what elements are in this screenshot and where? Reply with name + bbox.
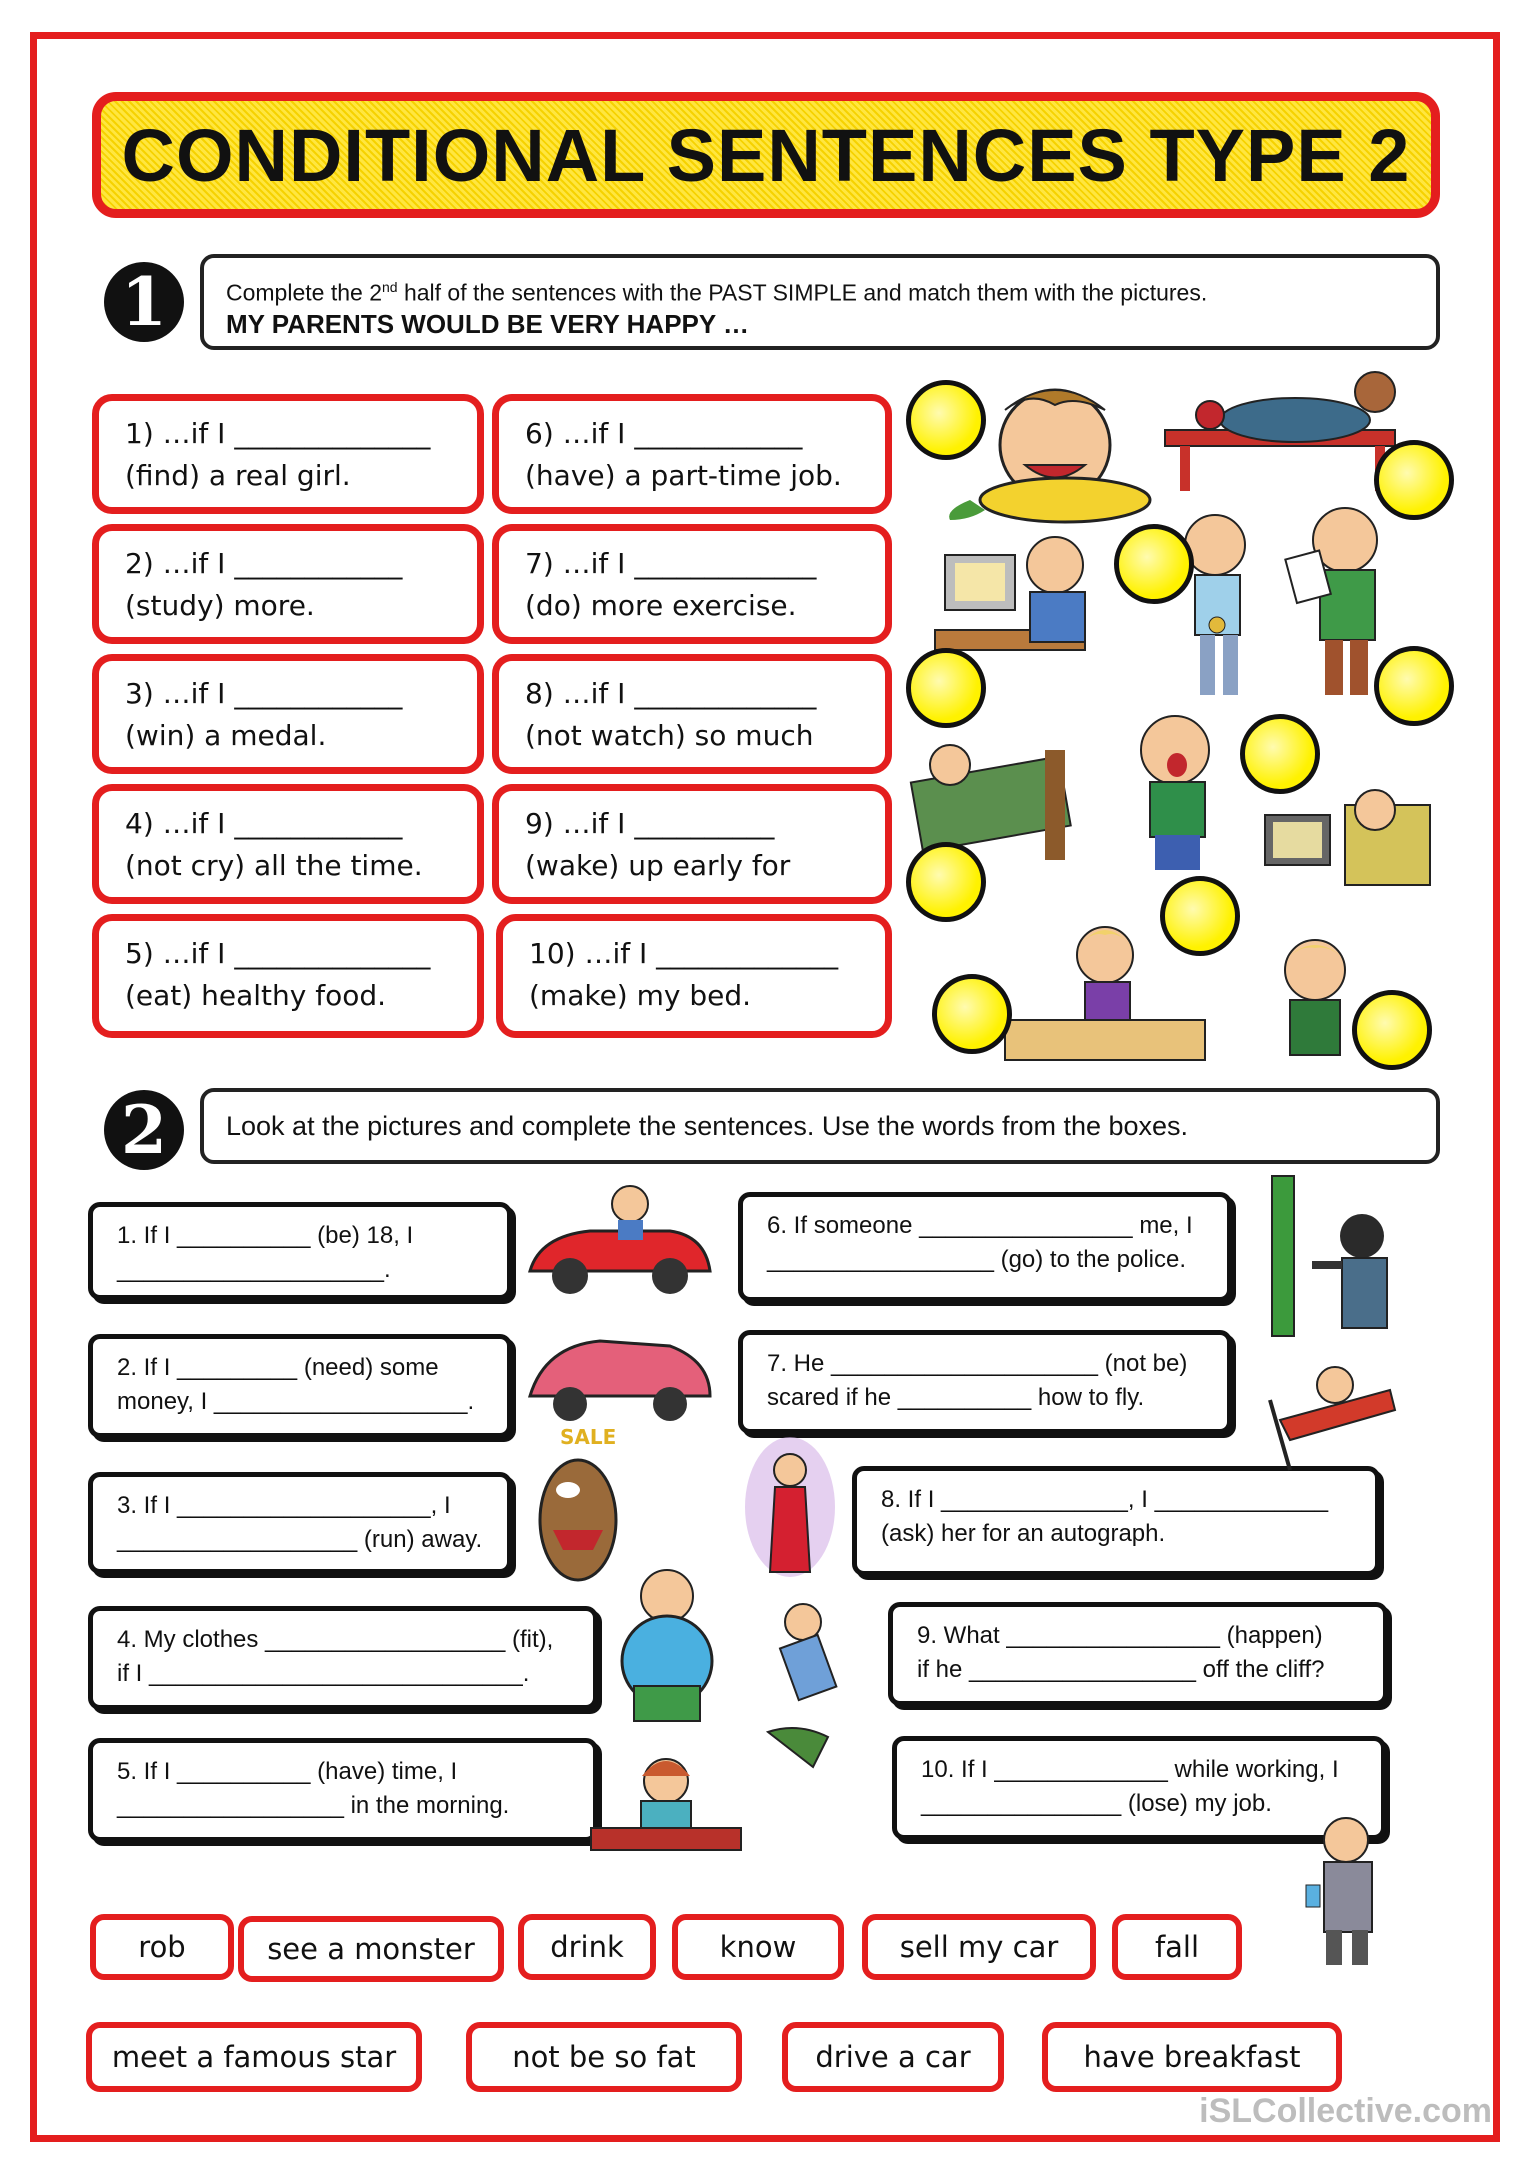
man-lying-on-bench-illustration xyxy=(1165,372,1395,491)
teen-shouting-illustration xyxy=(1285,508,1377,695)
watermark: iSLCollective.com xyxy=(1199,2092,1492,2130)
answer-circle-3[interactable] xyxy=(1114,524,1194,604)
ex2-item-2: 2. If I _________ (need) some money, I ___________________. xyxy=(88,1334,512,1438)
word-box-see-a-monster: see a monster xyxy=(238,1916,504,1982)
man-watching-tv-illustration xyxy=(1265,790,1430,885)
ex1-item-6: 6) …if I ____________ (have) a part-time job. xyxy=(492,394,892,514)
answer-circle-4[interactable] xyxy=(906,648,986,728)
old-pink-car-for-sale-illustration xyxy=(520,1316,720,1456)
exercise-2-instruction: Look at the pictures and complete the sentences. Use the words from the boxes. xyxy=(226,1110,1189,1141)
ex2-item-7: 7. He ____________________ (not be) scared if he __________ how to fly. xyxy=(738,1330,1232,1434)
ex2-item-5: 5. If I __________ (have) time, I _________________ in the morning. xyxy=(88,1738,598,1842)
man-drinking-illustration xyxy=(1286,1800,1406,1970)
word-box-drive-a-car: drive a car xyxy=(782,2022,1004,2092)
ex2-item-8: 8. If I ______________, I _____________ (ask) her for an autograph. xyxy=(852,1466,1380,1576)
word-box-fall: fall xyxy=(1112,1914,1242,1980)
woman-having-breakfast-illustration xyxy=(586,1746,746,1856)
ex1-item-8: 8) …if I _____________ (not watch) so much xyxy=(492,654,892,774)
ex1-item-9: 9) …if I __________ (wake) up early for xyxy=(492,784,892,904)
man-in-plane-illustration xyxy=(1260,1340,1410,1480)
word-box-have-breakfast: have breakfast xyxy=(1042,2022,1342,2092)
answer-circle-5[interactable] xyxy=(1374,646,1454,726)
answer-circle-2[interactable] xyxy=(1374,440,1454,520)
ex1-item-7: 7) …if I _____________ (do) more exercise. xyxy=(492,524,892,644)
boy-with-medal-illustration xyxy=(1185,515,1245,695)
word-box-not-be-so-fat: not be so fat xyxy=(466,2022,742,2092)
word-box-drink: drink xyxy=(518,1914,656,1980)
ex1-item-5: 5) …if I ______________ (eat) healthy food. xyxy=(92,914,484,1038)
sale-sign: SALE xyxy=(560,1425,617,1449)
man-at-computer-illustration xyxy=(935,537,1085,650)
answer-circle-1[interactable] xyxy=(906,380,986,460)
boy-driving-red-car-illustration xyxy=(520,1176,720,1316)
ex2-item-4: 4. My clothes __________________ (fit), if I ____________________________. xyxy=(88,1606,598,1710)
word-box-meet-a-famous-star: meet a famous star xyxy=(86,2022,422,2092)
ex2-item-10: 10. If I _____________ while working, I _______________ (lose) my job. xyxy=(892,1736,1386,1840)
exercise-1-instruction: Complete the 2nd half of the sentences with the PAST SIMPLE and match them with the pictures. xyxy=(226,279,1208,306)
ex2-item-9: 9. What ________________ (happen) if he _________________ off the cliff? xyxy=(888,1602,1388,1706)
robber-with-gun-illustration xyxy=(1262,1166,1412,1346)
ex1-item-10: 10) …if I _____________ (make) my bed. xyxy=(496,914,892,1038)
exercise-1-prompt: MY PARENTS WOULD BE VERY HAPPY … xyxy=(226,308,749,339)
ex1-item-4: 4) …if I ____________ (not cry) all the time. xyxy=(92,784,484,904)
crying-boy-illustration xyxy=(1141,716,1209,870)
word-box-know: know xyxy=(672,1914,844,1980)
ex2-item-1: 1. If I __________ (be) 18, I ____________________. xyxy=(88,1202,512,1300)
exercise-1-number: 1 xyxy=(104,262,184,342)
exercise-2-number: 2 xyxy=(104,1090,184,1170)
fat-boy-illustration xyxy=(612,1566,722,1726)
tired-boy-illustration xyxy=(1285,940,1345,1055)
title-banner xyxy=(92,92,1440,218)
exercise-1-instruction-box xyxy=(200,254,1440,350)
answer-circle-10[interactable] xyxy=(1352,990,1432,1070)
famous-star-illustration xyxy=(740,1432,840,1582)
ex1-item-1: 1) …if I ______________ (find) a real girl. xyxy=(92,394,484,514)
man-falling-off-cliff-illustration xyxy=(758,1582,878,1772)
word-box-rob: rob xyxy=(90,1914,234,1980)
answer-circle-9[interactable] xyxy=(932,974,1012,1054)
answer-circle-7[interactable] xyxy=(906,842,986,922)
ex1-item-2: 2) …if I ____________ (study) more. xyxy=(92,524,484,644)
word-box-sell-my-car: sell my car xyxy=(862,1914,1096,1980)
page-title: CONDITIONAL SENTENCES TYPE 2 xyxy=(121,113,1411,197)
answer-circle-6[interactable] xyxy=(1240,714,1320,794)
exercise-2-instruction-box xyxy=(200,1088,1440,1164)
ex2-item-6: 6. If someone ________________ me, I _________________ (go) to the police. xyxy=(738,1192,1232,1302)
ex2-item-3: 3. If I ___________________, I __________________ (run) away. xyxy=(88,1472,512,1574)
ex1-picture-collage xyxy=(905,370,1445,1080)
ex1-item-3: 3) …if I ____________ (win) a medal. xyxy=(92,654,484,774)
answer-circle-8[interactable] xyxy=(1160,876,1240,956)
